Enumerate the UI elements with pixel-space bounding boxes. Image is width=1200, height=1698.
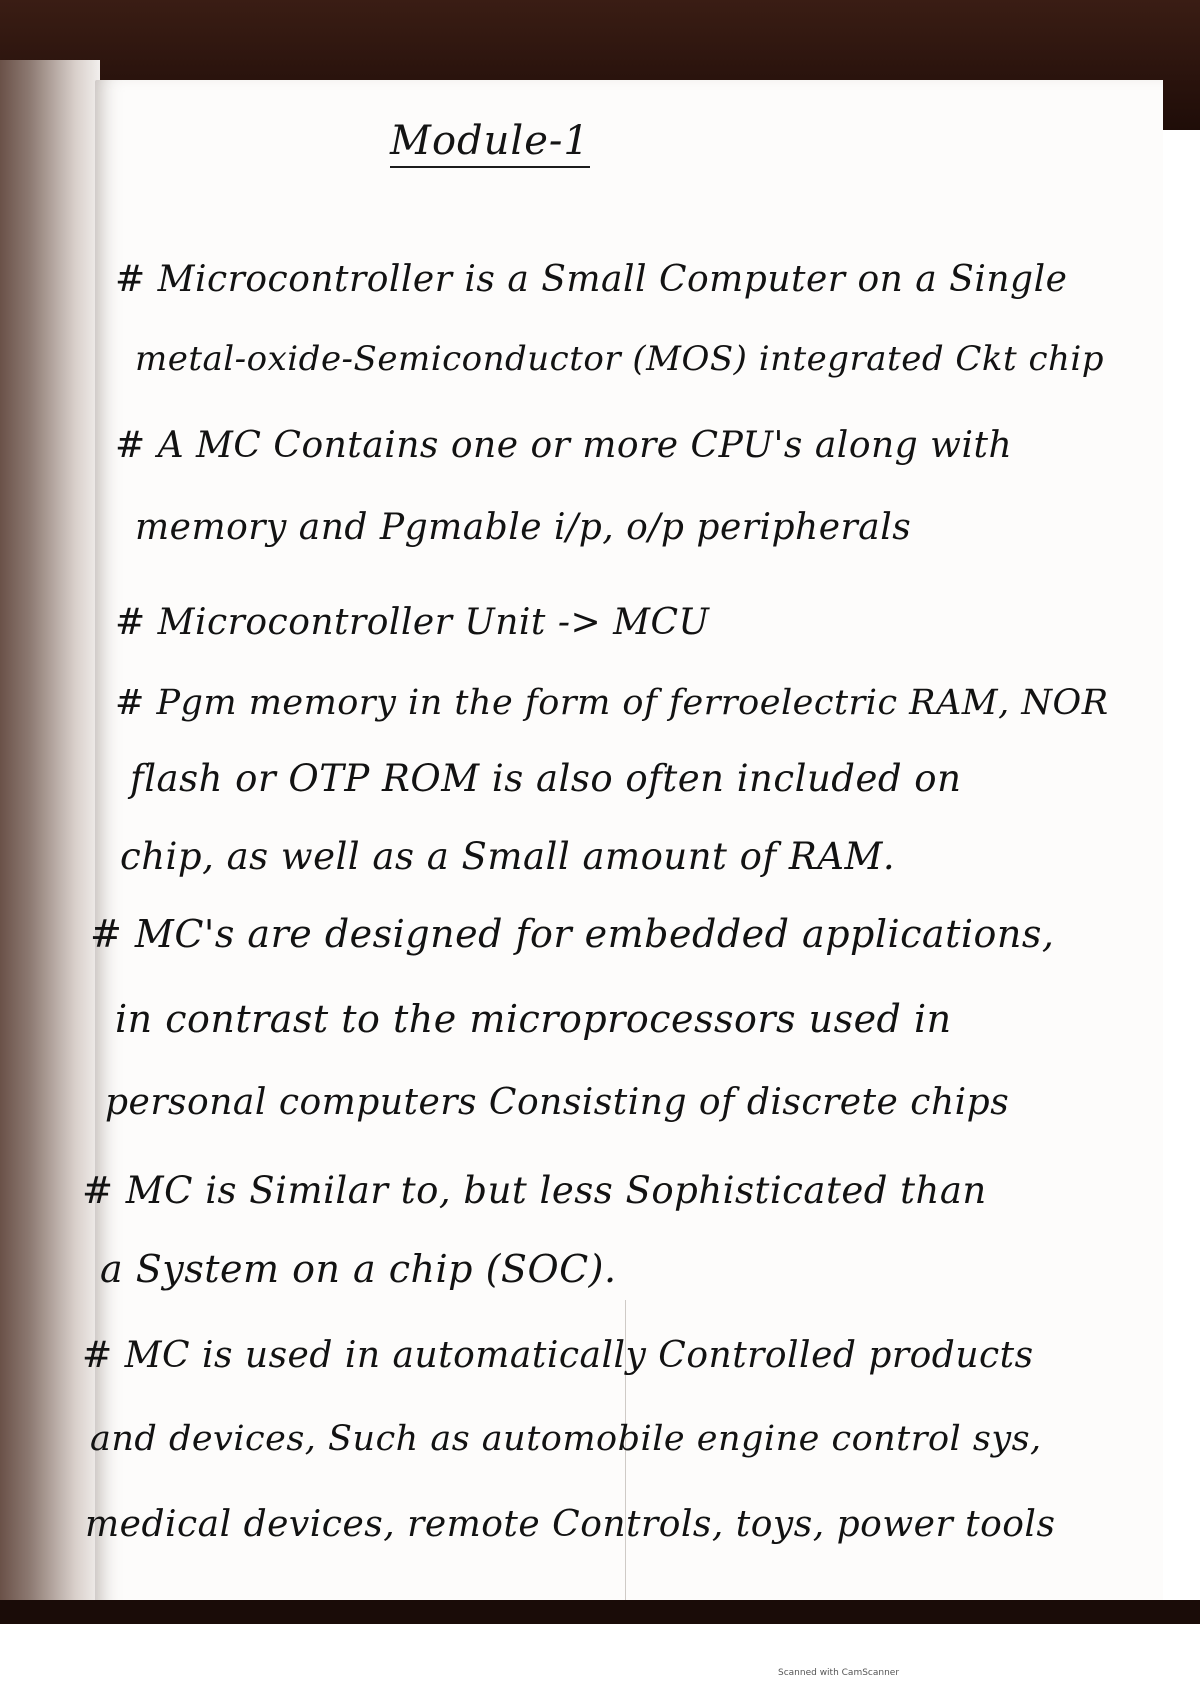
note-line-9: # MC's are designed for embedded applications,	[90, 912, 1055, 956]
note-line-6: # Pgm memory in the form of ferroelectric RAM, NOR	[115, 683, 1109, 723]
note-line-5: # Microcontroller Unit -> MCU	[115, 602, 710, 643]
note-line-11: personal computers Consisting of discrete chips	[105, 1082, 1010, 1123]
note-line-8: chip, as well as a Small amount of RAM.	[120, 835, 896, 878]
note-line-2: metal-oxide-Semiconductor (MOS) integrated Ckt chip	[135, 339, 1105, 379]
notebook-spine	[0, 60, 100, 1620]
page-heading: Module-1	[390, 118, 590, 168]
note-line-7: flash or OTP ROM is also often included on	[130, 757, 962, 800]
note-line-1: # Microcontroller is a Small Computer on a Single	[115, 259, 1068, 300]
table-background-bottom	[0, 1600, 1200, 1624]
note-line-4: memory and Pgmable i/p, o/p peripherals	[135, 507, 912, 548]
note-line-10: in contrast to the microprocessors used in	[115, 997, 952, 1041]
note-line-16: medical devices, remote Controls, toys, power tools	[85, 1504, 1056, 1545]
note-line-12: # MC is Similar to, but less Sophisticated than	[82, 1169, 987, 1212]
note-line-15: and devices, Such as automobile engine control sys,	[90, 1419, 1042, 1459]
scanner-watermark: Scanned with CamScanner	[778, 1668, 900, 1678]
note-line-13: a System on a chip (SOC).	[100, 1247, 617, 1291]
note-line-3: # A MC Contains one or more CPU's along with	[115, 425, 1013, 466]
note-line-14: # MC is used in automatically Controlled products	[82, 1335, 1034, 1376]
